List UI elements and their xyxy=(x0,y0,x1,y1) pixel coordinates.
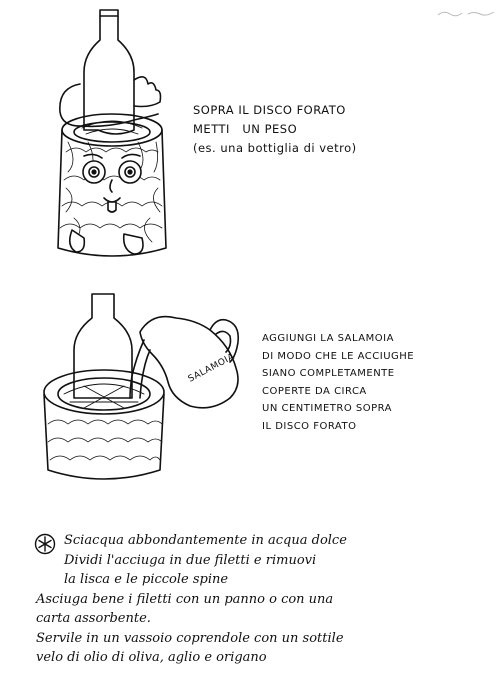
step2-line-6: IL DISCO FORATO xyxy=(262,420,357,432)
note-line-1: Sciacqua abbondantemente in acqua dolce xyxy=(64,533,347,548)
note-line-4: Asciuga bene i filetti con un panno o con una xyxy=(36,591,334,607)
handwritten-notes xyxy=(36,531,500,668)
step2-caption xyxy=(262,330,414,435)
note-line-7: velo di olio di oliva, aglio e origano xyxy=(36,650,267,665)
step1-line-2: METTI UN PESO xyxy=(193,122,298,136)
step2-line-5: UN CENTIMETRO SOPRA xyxy=(262,403,393,414)
step1-caption xyxy=(193,101,357,158)
note-line-3: la lisca e le piccole spine xyxy=(64,572,229,587)
step2-line-3: SIANO COMPLETAMENTE xyxy=(262,368,395,379)
step1-line-1: SOPRA IL DISCO FORATO xyxy=(193,103,346,117)
pencil-mark xyxy=(436,6,496,20)
step2-line-4: COPERTE DA CIRCA xyxy=(262,385,367,397)
salamoia-jug-label: SALAMOIA xyxy=(186,351,237,385)
note-line-2: Dividi l'acciuga in due filetti e rimuovi xyxy=(64,552,317,568)
salamoia-pouring-illustration xyxy=(40,290,250,482)
step1-line-3: (es. una bottiglia di vetro) xyxy=(193,141,357,155)
asterisk-bullet-icon xyxy=(34,533,56,555)
step2-line-1: AGGIUNGI LA SALAMOIA xyxy=(262,333,394,344)
note-line-5: carta assorbente. xyxy=(36,611,151,626)
jar-with-bottle-illustration xyxy=(38,2,183,264)
note-line-6: Servile in un vassoio coprendole con un sottile xyxy=(36,630,344,646)
step2-line-2: DI MODO CHE LE ACCIUGHE xyxy=(262,350,415,362)
